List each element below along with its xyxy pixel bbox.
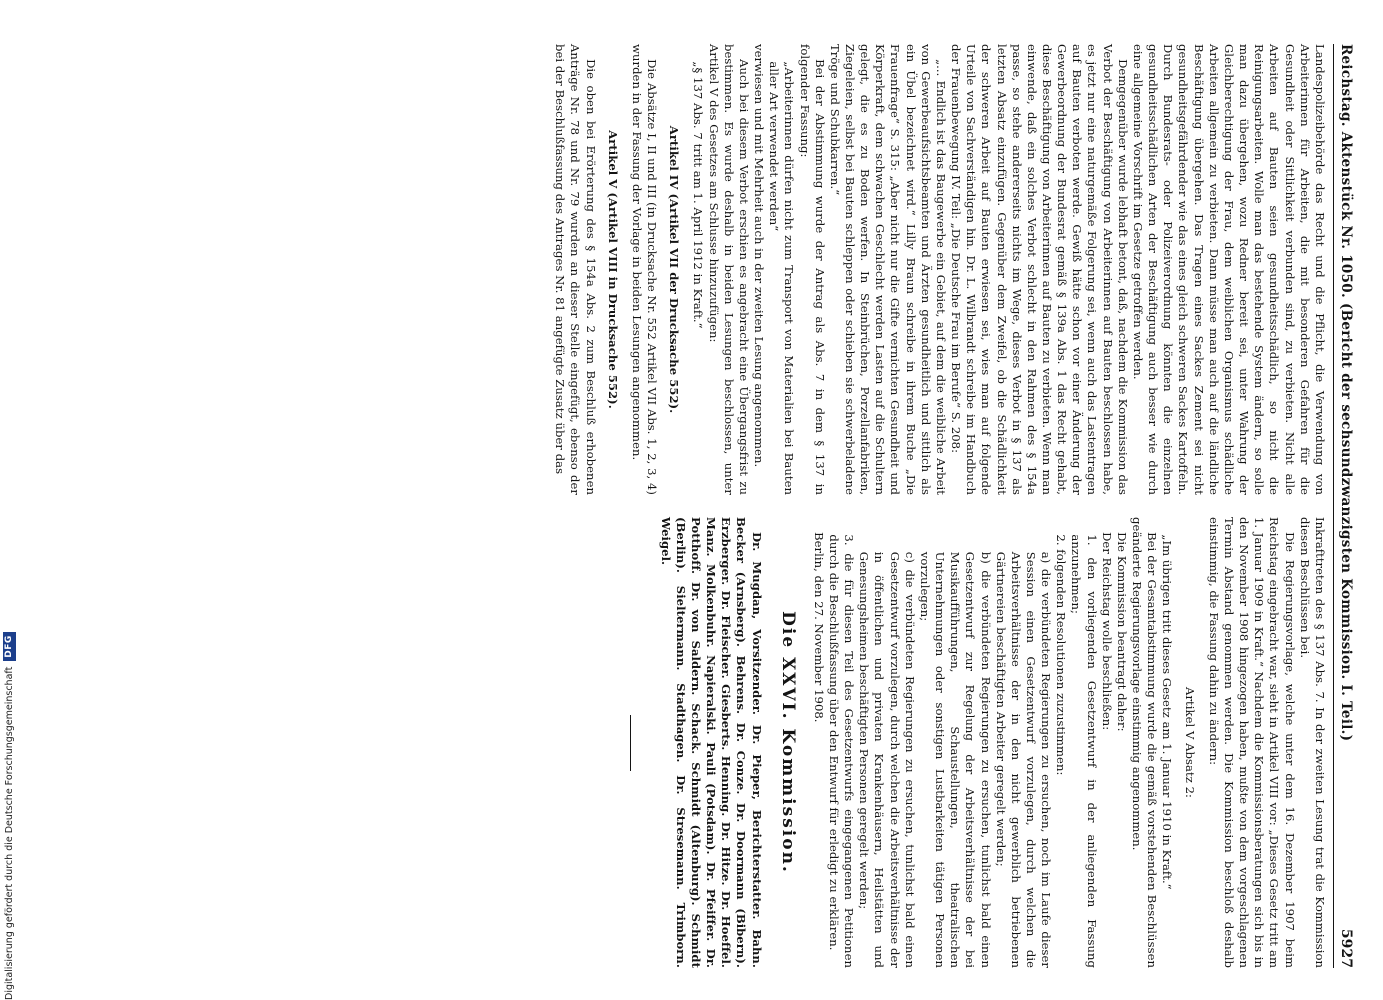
page-number: 5927 [1338,928,1354,968]
article-5-heading: Artikel V (Artikel VIII in Drucksache 552). [605,130,620,409]
quoted-text: „Im übrigen tritt dieses Gesetz am 1. Januar 1910 in Kraft.“ [1160,534,1175,890]
date-line: Berlin, den 27. November 1908. [811,532,826,723]
paragraph: Auch bei diesem Verbot erschien es angebracht eine Übergangsfrist zu bestimmen. Es wurde deshalb in beiden Lesungen beschlossen, unter Artikel V des Gesetzes am Schlusse hinzuzufügen: [706,44,751,495]
commission-title: Die XXVI. Kommission. [777,611,798,874]
paragraph: Bei der Abstimmung wurde der Antrag als Abs. 7 in dem § 137 in folgender Fassung: [797,44,827,495]
list-item: 1. den vorliegenden Gesetzentwurf in der anliegenden Fassung anzunehmen; [1069,534,1099,968]
paragraph: Die oben bei Erörterung des § 154a Abs. 2 zum Beschluß erhobenen Anträge Nr. 78 und Nr. 79 wurden an dieser Stelle eingefügt, ebenso der bei der Beschlußfassung des Antrages Nr. 81 angefügte Zusatz über das [553,44,598,495]
commission-members: Dr. Mugdan, Vorsitzender. Dr. Pieper, Berichterstatter. Bahn. Becker (Arnsberg). Behrens. Dr. Conze. Dr. Doormann (Bibern). Erzberger. Dr. Fleischer. Giesberts. Henning. Dr. Hitze. Dr. Hoeffel. Manz. Molkenbuhr. Napieralski. Pauli (Potsdam). Dr. Pfeiffer. Dr. Potthoff. Dr. von Saldern. Schack. Schmidt (Altenburg). Schmidt (Berlin). Sieltermann. Stadthagen. Dr. Stresemann. Trimborn. Weigel. [658,517,764,968]
quotation-paragraph: „... Endlich ist das Baugewerbe ein Gebiet, auf dem die weibliche Arbeit von Gewerbeaufsichtsbeamten und Ärzten gesundheitlich und sittlich als ein Übel bezeichnet wird.“ Lilly Braun schreibe in ihrem Buche „Die Frauenfrage“ S. 315: „Aber nicht nur die Gifte vernichten Gesundheit und Körperkraft, dem schwachen Geschlecht werden Lasten auf die Schultern gelegt, die es zu Boden werfen. In Steinbrüchen, Porzellanfabriken, Ziegeleien, selbst bei Bauten schleppen oder schieben sie schwerbeladene Tröge und Schubkarren.“ [827,44,948,495]
dfg-logo: DFG [3,632,16,661]
digitization-credit [3,632,16,1000]
text-columns [552,44,1327,968]
paragraph: Inkrafttreten des § 137 Abs. 7. In der zweiten Lesung trat die Kommission diesen Beschlüssen bei. [1297,517,1327,968]
left-column [552,44,1327,495]
article-5-section-label: Artikel V Absatz 2: [1182,687,1197,798]
paragraph: Demgegenüber wurde lebhaft betont, daß, nachdem die Kommission das Verbot der Beschäftigung von Arbeiterinnen auf Bauten beschlossen habe, es jetzt nur eine naturgemäße Folgerung sei, wenn auch das Lastentragen auf Bauten verboten werde. Gewiß hätte schon vor einer Änderung der Gewerbeordnung der Bundesrat gemäß § 139a Abs. 1 das Recht gehabt, diese Beschäftigung von Arbeiterinnen auf Bauten zu verbieten. Wenn man einwende, daß ein solches Verbot schlecht in den Rahmen des § 154a passe, so stehe andererseits nichts im Wege, dieses Verbot in § 137 als letzten Absatz einzufügen. Gegenüber dem Zweifel, ob die Schädlichkeit der schweren Arbeit auf Bauten erwiesen sei, wies man auf folgende Urteile von Sachverständigen hin. Dr. L. Wilbrandt schreibe im Handbuch der Frauenbewegung IV. Teil: „Die Deutsche Frau im Berufe“ S. 208: [949,44,1130,495]
quoted-text: „Arbeiterinnen dürfen nicht zum Transport von Materialien bei Bauten aller Art verwendet werden“ [767,61,797,495]
credit-text: Digitalisierung gefördert durch die Deutsche Forschungsgemeinschaft [4,666,15,1000]
running-title: Reichstag. Aktenstück Nr. 1050. (Bericht der sechsundzwanzigsten Kommission. I. Teil.) [1338,44,1354,742]
paragraph: Die Regierungsvorlage, welche unter dem 16. Dezember 1907 beim Reichstag eingebracht war, sieht in Artikel VIII vor: „Dieses Gesetz tritt am 1. Januar 1909 in Kraft.“ Nachdem die Kommissionsberatungen sich bis in den November 1908 hingezogen haben, mußte von dem vorgeschlagenen Termin Abstand genommen werden. Die Kommission beschloß deshalb einstimmig, die Fassung dahin zu ändern: [1206,517,1297,968]
paragraph: Der Reichstag wolle beschließen: [1099,532,1114,731]
paragraph: Bei der Gesamtabstimmung wurde die gemäß vorstehenden Beschlüssen geänderte Regierungsvorlage einstimmig angenommen. [1130,517,1160,968]
paragraph: Die Kommission beantragt daher: [1114,532,1129,732]
list-subitem: c) die verbündeten Regierungen zu ersuchen, tunlichst bald einen Gesetzentwurf vorzulegen, durch welchen die Arbeitsverhältnisse der in öffentlichen und privaten Krankenhäusern, Heilstätten und Genesungsheimen beschäftigten Personen geregelt werden; [857,551,917,968]
list-subitem: b) die verbündeten Regierungen zu ersuchen, tunlichst bald einen Gesetzentwurf zur Regelung der Arbeitsverhältnisse der bei Musikaufführungen, Schaustellungen, theatralischen Unternehmungen oder sonstigen Lustbarkeiten tätigen Personen vorzulegen; [917,551,993,968]
right-column [552,517,1327,968]
article-4-heading: Artikel IV (Artikel VII der Drucksache 552). [667,125,682,414]
paragraph: verwiesen und mit Mehrheit auch in der zweiten Lesung angenommen. [752,44,767,468]
list-item: 2. folgenden Resolutionen zuzustimmen: [1054,534,1069,776]
paragraph: Landespolizeibehörde das Recht und die Pflicht, die Verwendung von Arbeiterinnen für Arbeiten, die mit besonderen Gefahren für die Gesundheit oder Sittlichkeit verbunden sind, zu verbieten. Nicht alle Arbeiten auf Bauten seien gesundheitsschädlich, so nicht die Reinigungsarbeiten. Wolle man das bestehende System ändern, so solle man dazu übergehen, wozu Redner bereit sei, unter Wahrung der Gleichberechtigung der Frau, dem weiblichen Organismus schädliche Arbeiten allgemein zu verbieten. Dann müsse man auch auf die ländliche Beschäftigung übergehen. Das Tragen eines Sackes Zement sei nicht gesundheitsgefährdender wie das eines gleich schweren Sackes Kartoffeln. Durch Bundesrats- oder Polizeiverordnung könnten die einzelnen gesundheitsschädlichen Arten der Beschäftigung auch besser wie durch eine allgemeine Vorschrift im Gesetze getroffen werden. [1130,44,1327,495]
paragraph: Die Absätze I, II und III (in Drucksache Nr. 552 Artikel VII Abs. 1, 2, 3, 4) wurden in der Fassung der Vorlage in beiden Lesungen angenommen. [629,44,660,495]
closing-rule [630,715,631,771]
page-header [1333,44,1353,968]
quoted-text: „§ 137 Abs. 7 tritt am 1. April 1912 in Kraft.“ [691,61,706,329]
list-subitem: a) die verbündeten Regierungen zu ersuchen, noch im Laufe dieser Session einen Gesetzentwurf vorzulegen, durch welchen die Arbeitsverhältnisse der in den nicht gewerblich betriebenen Gärtnereien beschäftigten Arbeiter geregelt werden; [993,551,1054,968]
list-item: 3. die für diesen Teil des Gesetzentwurfs eingegangenen Petitionen durch die Beschlußfassung über den Entwurf für erledigt zu erklären. [827,534,857,968]
